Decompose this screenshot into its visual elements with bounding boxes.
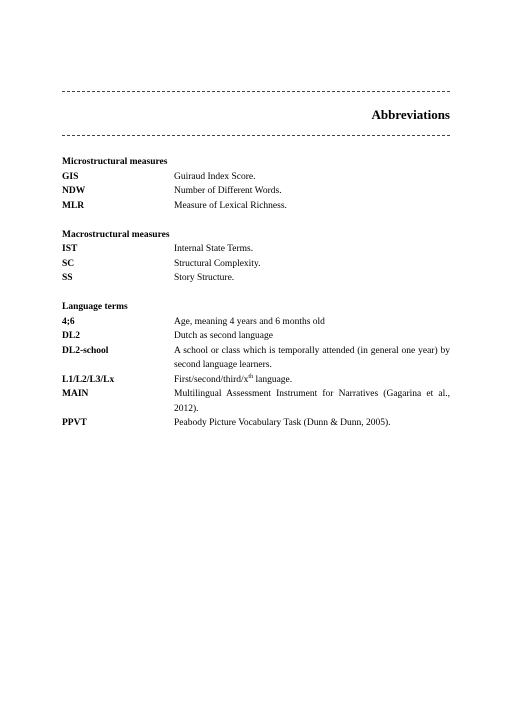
definition-text: First/second/third/x [174,374,249,385]
abbreviation-definition: Number of Different Words. [174,186,282,196]
abbreviation-definition: Story Structure. [174,273,235,283]
bottom-dashed-rule [62,135,450,136]
list-item [62,170,450,185]
abbreviation-definition: Internal State Terms. [174,244,254,254]
section-title: Language terms [62,302,128,312]
list-item [62,257,450,272]
abbreviation-term: MLR [62,200,85,211]
abbreviation-definition: Structural Complexity. [174,258,261,269]
section-language-terms [62,300,450,431]
ordinal-superscript: th [248,373,254,380]
list-item [62,344,450,373]
abbreviation-term: DL2 [62,331,80,341]
section-title: Macrostructural measures [62,229,170,240]
section-title: Microstructural measures [62,157,168,167]
abbreviation-definition: Age, meaning 4 years and 6 months old [174,316,325,327]
abbreviation-definition: Measure of Lexical Richness. [174,200,287,211]
abbreviation-definition [174,373,450,388]
abbreviation-definition: Guiraud Index Score. [174,171,256,182]
abbreviation-term: IST [62,244,78,254]
list-item [62,329,450,344]
abbreviation-definition: A school or class which is temporally attended (in general one year) by second language learners. [174,345,450,370]
top-dashed-rule [62,91,450,92]
page-heading: Abbreviations [371,107,450,122]
list-item [62,315,450,330]
abbreviation-term: GIS [62,171,79,182]
abbreviation-definition: Dutch as second language [174,331,273,341]
section-macrostructural-measures [62,228,450,286]
abbreviation-term: DL2-school [62,345,109,356]
section-microstructural-measures [62,155,450,213]
list-item [62,373,450,388]
abbreviation-term: SC [62,258,75,269]
list-item [62,271,450,286]
abbreviations-list [62,155,450,445]
list-item [62,242,450,257]
abbreviation-term: SS [62,273,73,283]
abbreviation-term: PPVT [62,418,87,428]
definition-text: language. [253,374,293,385]
abbreviation-definition: Multilingual Assessment Instrument for Narratives (Gagarina et al., 2012). [174,389,450,414]
list-item [62,199,450,214]
abbreviation-definition: Peabody Picture Vocabulary Task (Dunn & Dunn, 2005). [174,418,391,428]
list-item [62,184,450,199]
list-item [62,387,450,416]
list-item [62,416,450,431]
abbreviation-term: L1/L2/L3/Lx [62,374,115,385]
abbreviation-term: MAIN [62,389,89,399]
abbreviation-term: 4;6 [62,316,75,327]
abbreviation-term: NDW [62,186,86,196]
